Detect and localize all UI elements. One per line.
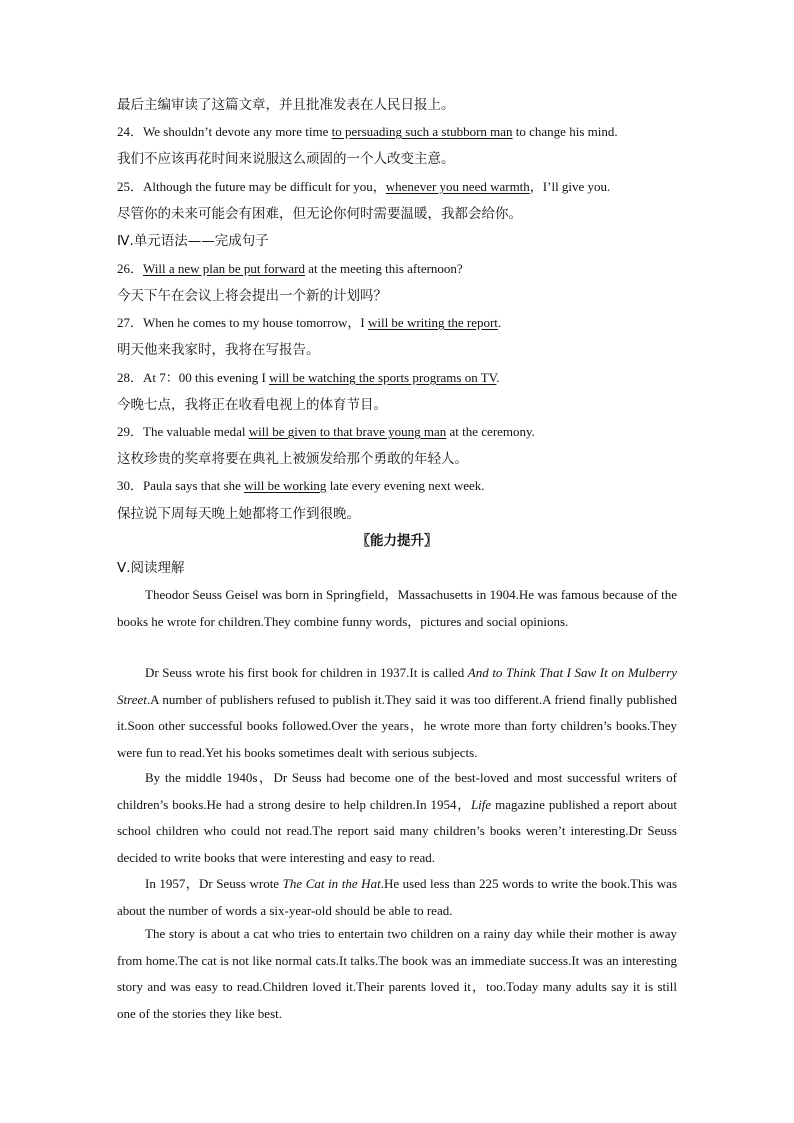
translation-26: 今天下午在会议上将会提出一个新的计划吗？ bbox=[117, 288, 387, 304]
sentence-25 bbox=[117, 178, 677, 196]
sentence-number: 24． bbox=[117, 124, 144, 139]
paragraph-text: Dr Seuss wrote his first book for children in 1937.It is called bbox=[145, 665, 468, 680]
sentence-30 bbox=[117, 477, 677, 495]
answer-underlined: will be working bbox=[244, 478, 327, 493]
sentence-text: Paula says that she bbox=[143, 478, 245, 493]
paragraph-text: By the middle 1940s，Dr Seuss had become one of the best-loved and most successful writers of children’s books.He had a strong desire to help children.In 1954， bbox=[117, 770, 677, 812]
sentence-24 bbox=[117, 123, 677, 141]
sentence-text: At 7：00 this evening I bbox=[143, 370, 270, 385]
sentence-text: Although the future may be difficult for you， bbox=[143, 179, 386, 194]
translation-28: 今晚七点，我将正在收看电视上的体育节目。 bbox=[117, 397, 387, 413]
ability-improvement-title: 〖能力提升〗 bbox=[356, 533, 438, 549]
book-title: The Cat in the Hat bbox=[282, 876, 381, 891]
paragraph-text: In 1957，Dr Seuss wrote bbox=[145, 876, 283, 891]
passage-paragraph-3 bbox=[117, 765, 677, 871]
sentence-number: 29． bbox=[117, 424, 144, 439]
sentence-text: . bbox=[496, 370, 500, 385]
passage-paragraph-1: Theodor Seuss Geisel was born in Springfield，Massachusetts in 1904.He was famous because of the books he wrote for children.They combine funny words，pictures and social opinions. bbox=[117, 587, 677, 629]
translation-27: 明天他来我家时，我将在写报告。 bbox=[117, 342, 320, 358]
passage-paragraph-4 bbox=[117, 871, 677, 924]
sentence-number: 25． bbox=[117, 179, 144, 194]
prev-translation: 最后主编审读了这篇文章，并且批准发表在人民日报上。 bbox=[117, 97, 455, 113]
paragraph-text: magazine published a report about school children who could not read.The report said many children’s books weren’t interesting.Dr Seuss decided to write books that were interesting and easy to read. bbox=[117, 796, 677, 865]
sentence-text: . bbox=[497, 315, 502, 330]
magazine-title: Life bbox=[470, 796, 492, 812]
sentence-text: We shouldn’t devote any more time bbox=[143, 124, 332, 139]
sentence-27 bbox=[117, 314, 677, 332]
sentence-text: to change his mind. bbox=[512, 124, 618, 139]
translation-24: 我们不应该再花时间来说服这么顽固的一个人改变主意。 bbox=[117, 151, 455, 167]
translation-29: 这枚珍贵的奖章将要在典礼上被颁发给那个勇敢的年轻人。 bbox=[117, 451, 468, 467]
sentence-text: late every evening next week. bbox=[326, 478, 485, 493]
passage-paragraph-5: The story is about a cat who tries to entertain two children on a rainy day while their mother is away from home.The cat is not like normal cats.It talks.The book was an immediate success.It was an interesting story and was easy to read.Children loved it.Their parents loved it，too.Today many adults say it is still one of the stories they like best. bbox=[117, 926, 677, 1021]
answer-underlined: to persuading such a stubborn man bbox=[331, 124, 513, 139]
sentence-text: When he comes to my house tomorrow，I bbox=[143, 315, 368, 330]
paragraph-text: .A number of publishers refused to publish it.They said it was too different.A friend finally published it.Soon other successful books followed.Over the years，he wrote more than forty children’s books.They were fun to read.Yet his books sometimes dealt with serious subjects. bbox=[117, 691, 677, 760]
sentence-28 bbox=[117, 369, 677, 387]
sentence-text: ，I’ll give you. bbox=[529, 179, 611, 194]
paragraph-text: .He used less than 225 words to write the book.This was about the number of words a six-year-old should be able to read. bbox=[117, 876, 677, 918]
sentence-number: 26． bbox=[117, 261, 144, 276]
passage-paragraph-2 bbox=[117, 660, 677, 766]
section-4-title: Ⅳ.单元语法——完成句子 bbox=[117, 233, 269, 249]
sentence-text: The valuable medal bbox=[143, 424, 249, 439]
answer-underlined: will be watching the sports programs on TV bbox=[269, 370, 497, 385]
sentence-number: 30． bbox=[117, 478, 144, 493]
answer-underlined: Will a new plan be put forward bbox=[143, 261, 305, 276]
translation-25: 尽管你的未来可能会有困难，但无论你何时需要温暖，我都会给你。 bbox=[117, 206, 522, 222]
sentence-text: at the ceremony. bbox=[446, 424, 535, 439]
sentence-26 bbox=[117, 260, 677, 278]
section-5-title: Ⅴ.阅读理解 bbox=[117, 560, 185, 576]
answer-underlined: will be given to that brave young man bbox=[248, 424, 447, 439]
answer-underlined: will be writing the report bbox=[367, 315, 498, 330]
sentence-text: at the meeting this afternoon? bbox=[304, 261, 463, 276]
book-title: And to Think That I Saw It on Mulberry Street bbox=[117, 665, 677, 707]
translation-30: 保拉说下周每天晚上她都将工作到很晚。 bbox=[117, 506, 360, 522]
sentence-29 bbox=[117, 423, 677, 441]
sentence-number: 27． bbox=[117, 315, 144, 330]
answer-underlined: whenever you need warmth bbox=[385, 179, 530, 194]
sentence-number: 28． bbox=[117, 370, 144, 385]
